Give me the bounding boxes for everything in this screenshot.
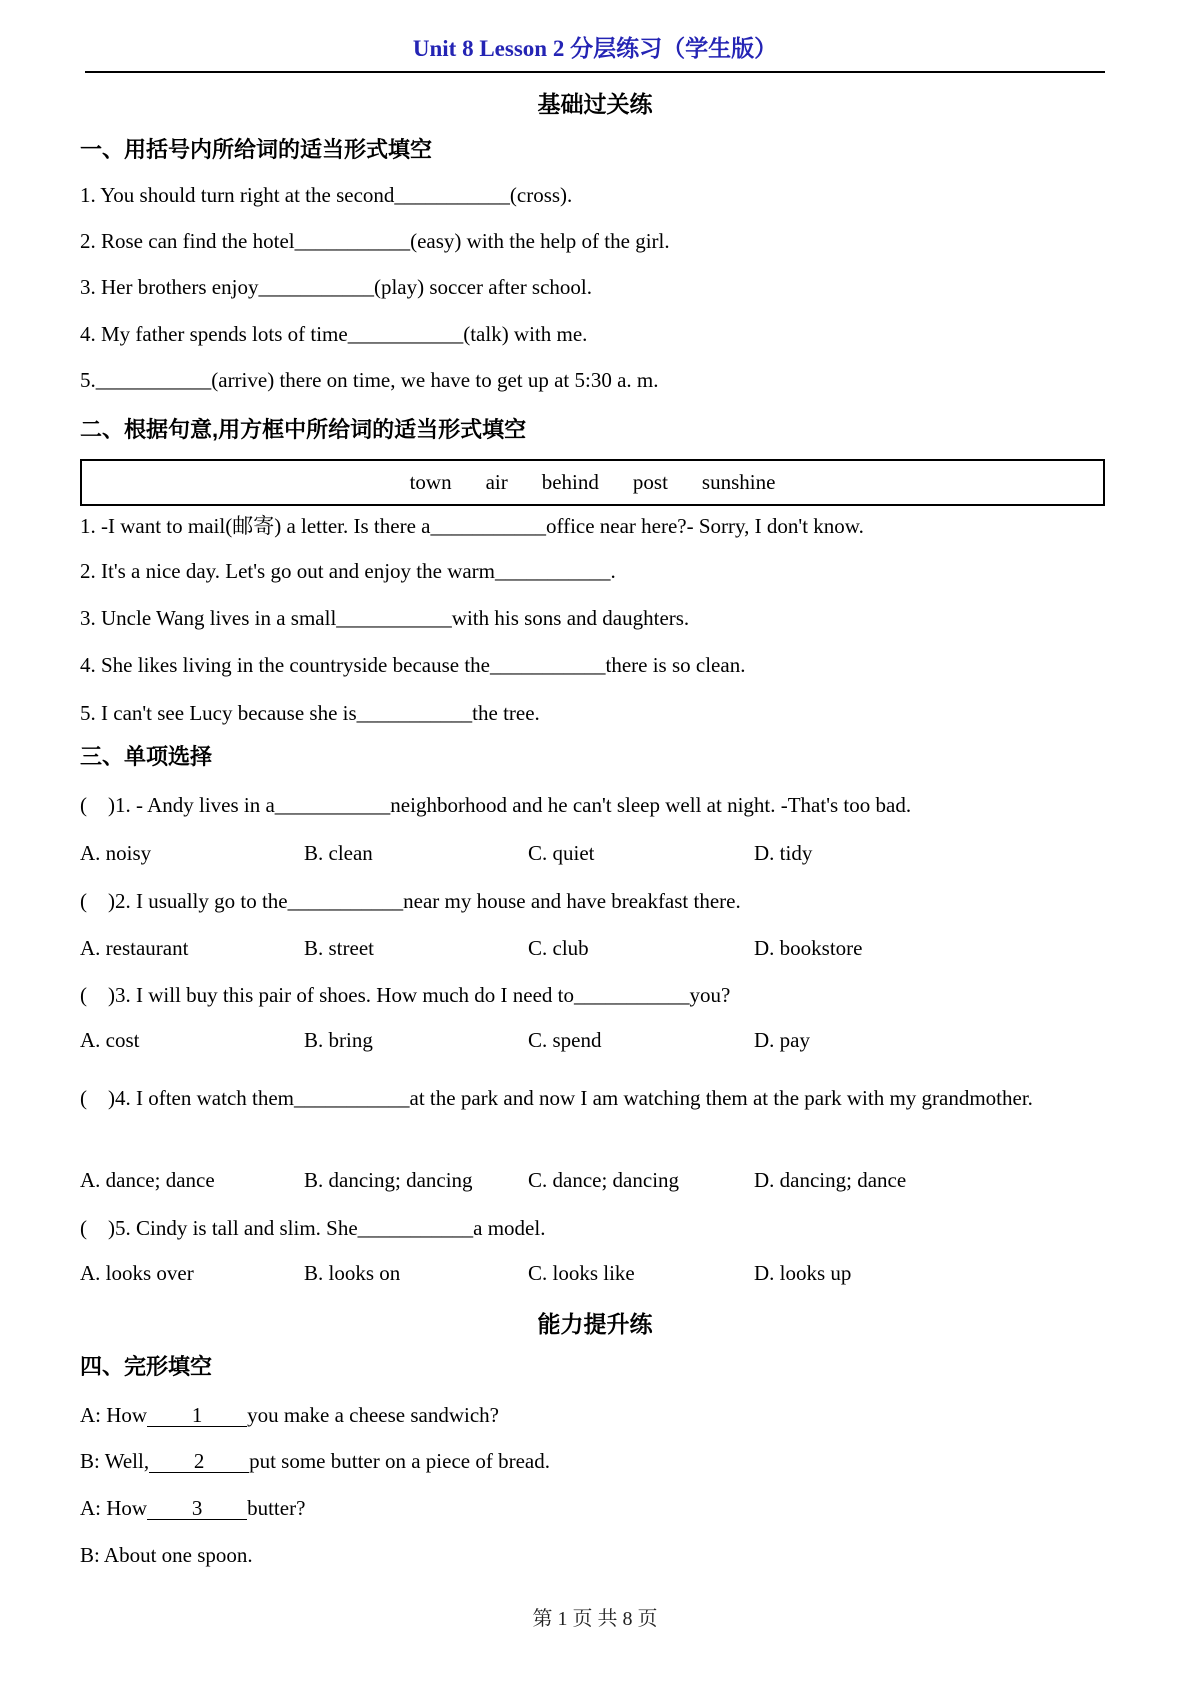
- part3-q2-options: [80, 935, 1110, 961]
- part3-q4-stem: ( )4. I often watch them___________at the park and now I am watching them at the park with my grandmother.: [80, 1086, 1033, 1110]
- option-a: A. cost: [80, 1028, 140, 1052]
- part1-item-5: 5.___________(arrive) there on time, we have to get up at 5:30 a. m.: [80, 368, 659, 392]
- word-bank-word: air: [485, 470, 508, 494]
- part3-q2-stem: ( )2. I usually go to the___________near my house and have breakfast there.: [80, 889, 741, 913]
- part3-q1-stem: ( )1. - Andy lives in a___________neighborhood and he can't sleep well at night. -That's too bad.: [80, 793, 912, 817]
- option-b: B. dancing; dancing: [304, 1168, 473, 1192]
- option-d: D. bookstore: [754, 936, 863, 960]
- option-c: C. club: [528, 936, 589, 960]
- part3-heading: 三、单项选择: [80, 744, 213, 769]
- part3-q5-options: [80, 1260, 1110, 1286]
- option-a: A. looks over: [80, 1261, 194, 1285]
- part1-item-2: 2. Rose can find the hotel___________(easy) with the help of the girl.: [80, 229, 670, 253]
- cloze-pre: A: How: [80, 1403, 148, 1427]
- option-d: D. pay: [754, 1028, 810, 1052]
- option-b: B. clean: [304, 841, 373, 865]
- section-header-basic: 基础过关练: [537, 91, 653, 117]
- part3-q3-stem: ( )3. I will buy this pair of shoes. How much do I need to___________you?: [80, 983, 731, 1007]
- option-a: A. restaurant: [80, 936, 189, 960]
- word-bank-word: post: [632, 470, 668, 494]
- cloze-number: 1: [191, 1403, 203, 1427]
- option-a: A. noisy: [80, 841, 152, 865]
- cloze-number: 2: [193, 1449, 205, 1473]
- part1-heading: 一、用括号内所给词的适当形式填空: [80, 137, 433, 162]
- word-bank-box: [80, 459, 1105, 506]
- option-b: B. bring: [304, 1028, 373, 1052]
- cloze-blank-3: [147, 1497, 247, 1520]
- cloze-line-1: [80, 1402, 1110, 1428]
- cloze-blank-1: [147, 1404, 247, 1427]
- part2-item-2: 2. It's a nice day. Let's go out and enjoy the warm___________.: [80, 559, 616, 583]
- cloze-line-2: [80, 1448, 1110, 1474]
- part1-item-3: 3. Her brothers enjoy___________(play) soccer after school.: [80, 275, 593, 299]
- cloze-post: you make a cheese sandwich?: [247, 1403, 499, 1427]
- cloze-closing-line: B: About one spoon.: [80, 1543, 253, 1567]
- word-bank-word: sunshine: [701, 470, 776, 494]
- option-c: C. spend: [528, 1028, 602, 1052]
- part4-heading: 四、完形填空: [80, 1354, 213, 1379]
- part3-q3-options: [80, 1027, 1110, 1053]
- cloze-pre: B: Well,: [80, 1449, 150, 1473]
- section-header-advanced: 能力提升练: [537, 1311, 653, 1337]
- option-b: B. looks on: [304, 1261, 401, 1285]
- cloze-post: butter?: [247, 1496, 306, 1520]
- part1-item-1: 1. You should turn right at the second___________(cross).: [80, 183, 573, 207]
- option-d: D. dancing; dance: [754, 1168, 907, 1192]
- cloze-number: 3: [191, 1496, 203, 1520]
- cloze-line-3: [80, 1495, 1110, 1521]
- option-c: C. looks like: [528, 1261, 635, 1285]
- option-a: A. dance; dance: [80, 1168, 215, 1192]
- header-divider: [85, 71, 1105, 73]
- part2-item-5: 5. I can't see Lucy because she is___________the tree.: [80, 701, 540, 725]
- part2-item-1: 1. -I want to mail(邮寄) a letter. Is there a___________office near here?- Sorry, I don't know.: [80, 514, 864, 538]
- page-title: Unit 8 Lesson 2 分层练习（学生版）: [412, 36, 778, 61]
- part2-heading: 二、根据句意,用方框中所给词的适当形式填空: [80, 417, 527, 442]
- cloze-post: put some butter on a piece of bread.: [249, 1449, 550, 1473]
- option-d: D. looks up: [754, 1261, 852, 1285]
- part2-item-4: 4. She likes living in the countryside because the___________there is so clean.: [80, 653, 746, 677]
- word-bank-word: behind: [541, 470, 599, 494]
- option-d: D. tidy: [754, 841, 813, 865]
- option-c: C. quiet: [528, 841, 595, 865]
- word-bank-word: town: [409, 470, 452, 494]
- option-c: C. dance; dancing: [528, 1168, 680, 1192]
- part3-q1-options: [80, 840, 1110, 866]
- cloze-blank-2: [149, 1450, 249, 1473]
- part3-q4-options: [80, 1167, 1110, 1193]
- page-number-footer: 第 1 页 共 8 页: [532, 1608, 658, 1630]
- part2-item-3: 3. Uncle Wang lives in a small___________with his sons and daughters.: [80, 606, 690, 630]
- part3-q5-stem: ( )5. Cindy is tall and slim. She___________a model.: [80, 1216, 546, 1240]
- option-b: B. street: [304, 936, 374, 960]
- part1-item-4: 4. My father spends lots of time___________(talk) with me.: [80, 322, 588, 346]
- cloze-pre: A: How: [80, 1496, 148, 1520]
